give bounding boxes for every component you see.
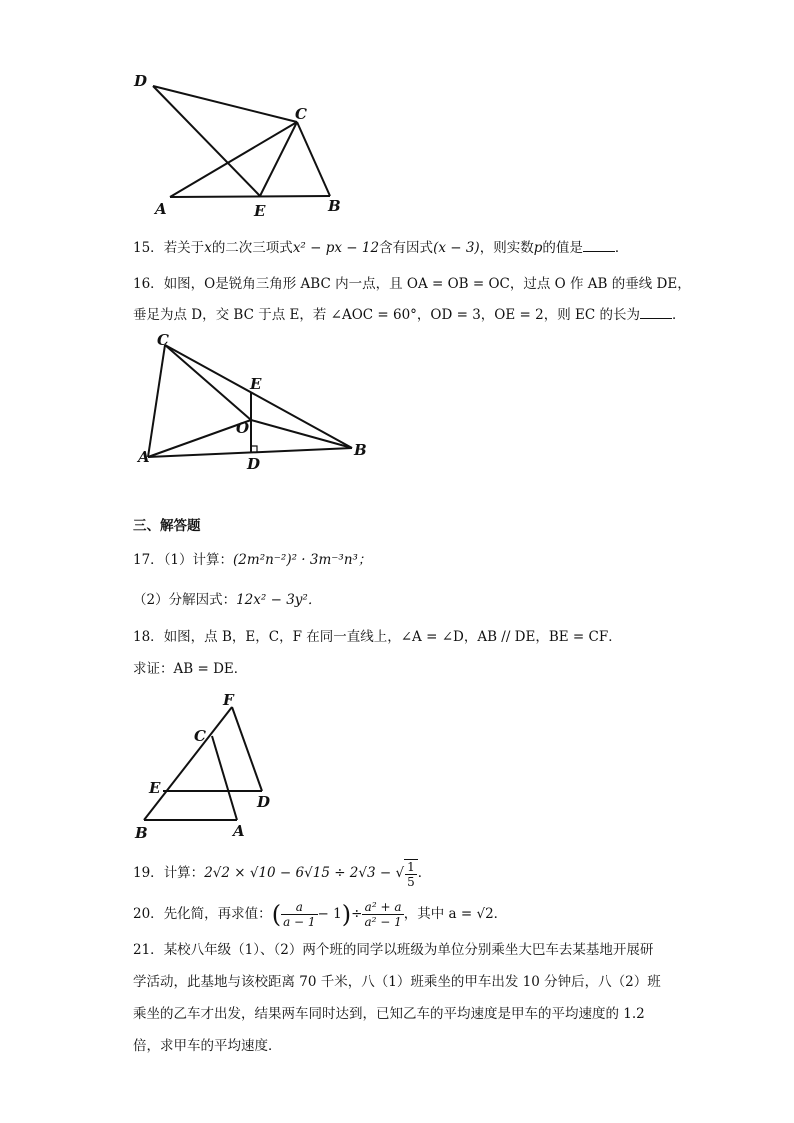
question-17-part1	[133, 550, 371, 570]
answer-blank	[640, 306, 672, 319]
question-21-line1	[133, 940, 653, 960]
q17-part1-label: （1）计算：	[163, 552, 234, 568]
q15-text5: 的值是	[542, 240, 583, 256]
q15-number: 15．	[133, 240, 164, 256]
q19-frac-denominator: 5	[407, 874, 415, 889]
q19-expression: 2√2 × √10 − 6√15 ÷ 2√3 −	[204, 865, 396, 881]
question-16-line1	[133, 274, 691, 294]
right-paren: )	[341, 900, 352, 929]
label-A: A	[155, 200, 167, 218]
q15-factor: (x − 3)	[433, 240, 480, 256]
q15-var-p: p	[533, 240, 543, 256]
q21-text-line1: 某校八年级（1）、（2）两个班的同学以班级为单位分别乘坐大巴车去某基地开展研	[163, 942, 654, 958]
label-E: E	[250, 375, 262, 393]
label-O: O	[236, 419, 250, 437]
q16-end: ．	[671, 307, 686, 323]
q21-text-line4: 倍，求甲车的平均速度．	[133, 1038, 282, 1054]
q20-f1-denominator: a − 1	[283, 915, 316, 929]
q18-text-line2: 求证：AB = DE．	[133, 661, 248, 677]
question-16-line2	[133, 305, 685, 325]
q20-number: 20．	[133, 906, 164, 922]
q20-f2-denominator: a² − 1	[364, 915, 402, 929]
label-E: E	[254, 202, 266, 220]
label-F: F	[223, 691, 234, 709]
q16-number: 16．	[133, 276, 164, 292]
figure-two-triangles	[130, 688, 280, 843]
label-C: C	[194, 727, 206, 745]
q20-label: 先化简，再求值：	[163, 906, 272, 922]
label-C: C	[157, 331, 169, 349]
q18-number: 18．	[133, 629, 164, 645]
question-21-line2	[133, 972, 661, 992]
label-B: B	[135, 824, 148, 842]
q20-tail: ，其中 a = √2．	[403, 906, 508, 922]
label-D: D	[257, 793, 271, 811]
q20-f1-numerator: a	[281, 900, 317, 915]
question-20	[133, 894, 507, 934]
q17-part2-label: （2）分解因式：	[133, 592, 237, 608]
q20-minus-one: − 1	[317, 906, 342, 922]
label-B: B	[328, 197, 341, 215]
left-paren: (	[271, 900, 282, 929]
question-21-line4	[133, 1036, 282, 1056]
q17-part2-expression: 12x² − 3y²．	[236, 592, 322, 608]
q19-label: 计算：	[163, 865, 205, 881]
figure-triangle-dceab	[125, 65, 355, 225]
q20-f2-numerator: a² + a	[362, 900, 403, 915]
question-21-line3	[133, 1004, 645, 1024]
q20-divide: ÷	[351, 906, 363, 922]
q15-text1: 若关于	[163, 240, 205, 256]
question-18-line1	[133, 627, 622, 647]
q16-text-line1: 如图，O是锐角三角形 ABC 内一点，且 OA = OB = OC，过点 O 作 AB 的垂线 DE，	[163, 276, 691, 292]
q21-number: 21．	[133, 942, 164, 958]
q15-end: ．	[614, 240, 629, 256]
answer-blank	[583, 239, 615, 252]
q15-text4: ，则实数	[479, 240, 534, 256]
q17-part1-expression: (2m²n⁻²)² · 3m⁻³n³；	[233, 552, 372, 568]
question-18-line2	[133, 659, 247, 679]
q19-sqrt-fraction: √ $\frac{1}{5}$	[395, 865, 417, 881]
q19-end: ．	[417, 865, 432, 881]
q18-text-line1: 如图，点 B，E，C，F 在同一直线上，∠A = ∠D，AB // DE，BE = CF．	[163, 629, 622, 645]
q15-text3: 含有因式	[379, 240, 434, 256]
section-title: 三、解答题	[133, 518, 201, 534]
q16-text-line2: 垂足为点 D，交 BC 于点 E，若 ∠AOC = 60°，OD = 3，OE = 2，则 EC 的长为	[133, 307, 640, 323]
label-A: A	[233, 822, 245, 840]
q19-number: 19．	[133, 865, 164, 881]
label-A: A	[138, 448, 150, 466]
label-B: B	[354, 441, 367, 459]
q15-polynomial: x² − px − 12	[292, 240, 380, 256]
question-15	[133, 238, 628, 258]
q15-text2: 的二次三项式	[211, 240, 293, 256]
label-D: D	[247, 455, 261, 473]
question-19	[133, 855, 431, 891]
figure-triangle-abc-point-o	[130, 330, 380, 475]
label-E: E	[149, 779, 161, 797]
label-D: D	[134, 72, 148, 90]
question-17-part2	[133, 590, 321, 610]
q21-text-line2: 学活动，此基地与该校距离 70 千米，八（1）班乘坐的甲车出发 10 分钟后，八（2）班	[133, 974, 661, 990]
q21-text-line3: 乘坐的乙车才出发，结果两车同时达到，已知乙车的平均速度是甲车的平均速度的 1.2	[133, 1006, 645, 1022]
label-C: C	[295, 105, 307, 123]
q15-var-x: x	[204, 240, 212, 256]
q19-frac-numerator: 1	[407, 859, 415, 874]
q17-number: 17．	[133, 552, 164, 568]
